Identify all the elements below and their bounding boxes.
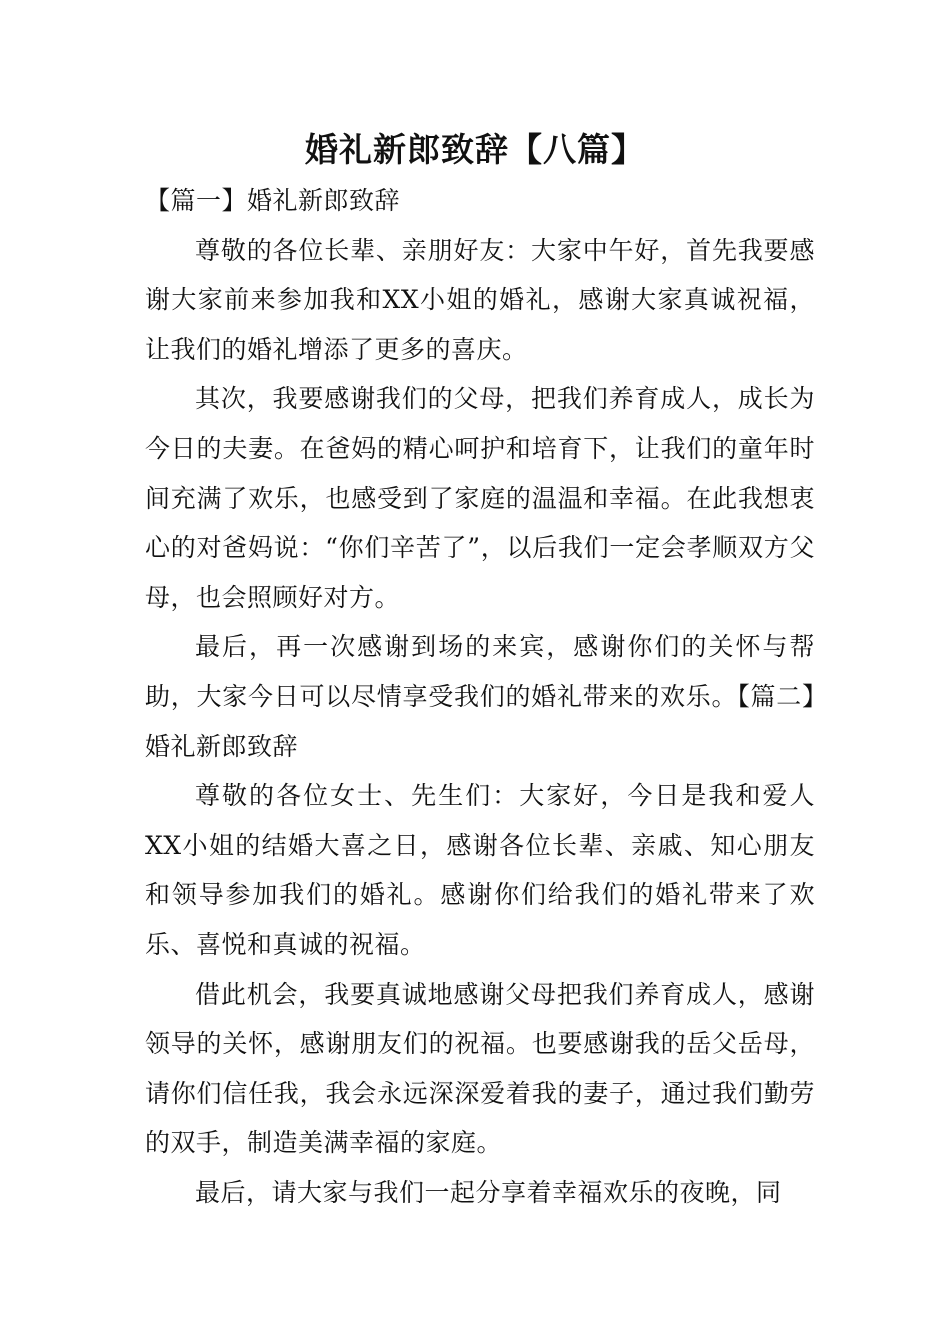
paragraph-with-inline-heading <box>145 622 815 771</box>
paragraph: 尊敬的各位长辈、亲朋好友：大家中午好，首先我要感谢大家前来参加我和XX小姐的婚礼，感谢大家真诚祝福，让我们的婚礼增添了更多的喜庆。 <box>145 235 815 364</box>
paragraph-text: 最后，再一次感谢到场的来宾，感谢你们的关怀与帮助，大家今日可以尽情享受我们的婚礼带来的欢乐。 <box>145 632 815 711</box>
document-title: 婚礼新郎致辞【八篇】 <box>305 130 645 169</box>
section-heading-1: 【篇一】婚礼新郎致辞 <box>145 186 401 215</box>
section-heading-2: 【篇二】婚礼新郎致辞 <box>145 681 815 761</box>
paragraph: 最后，请大家与我们一起分享着幸福欢乐的夜晚，同 <box>195 1177 782 1207</box>
document-body <box>145 176 815 1217</box>
paragraph: 尊敬的各位女士、先生们：大家好，今日是我和爱人XX小姐的结婚大喜之日，感谢各位长辈、亲戚、知心朋友和领导参加我们的婚礼。感谢你们给我们的婚礼带来了欢乐、喜悦和真诚的祝福。 <box>145 781 815 959</box>
paragraph: 借此机会，我要真诚地感谢父母把我们养育成人，感谢领导的关怀，感谢朋友们的祝福。也要感谢我的岳父岳母，请你们信任我，我会永远深深爱着我的妻子，通过我们勤劳的双手，制造美满幸福的家庭。 <box>145 979 815 1158</box>
paragraph: 其次，我要感谢我们的父母，把我们养育成人，成长为今日的夫妻。在爸妈的精心呵护和培育下，让我们的童年时间充满了欢乐，也感受到了家庭的温温和幸福。在此我想衷心的对爸妈说：“你们辛苦了”，以后我们一定会孝顺双方父母，也会照顾好对方。 <box>145 384 815 612</box>
